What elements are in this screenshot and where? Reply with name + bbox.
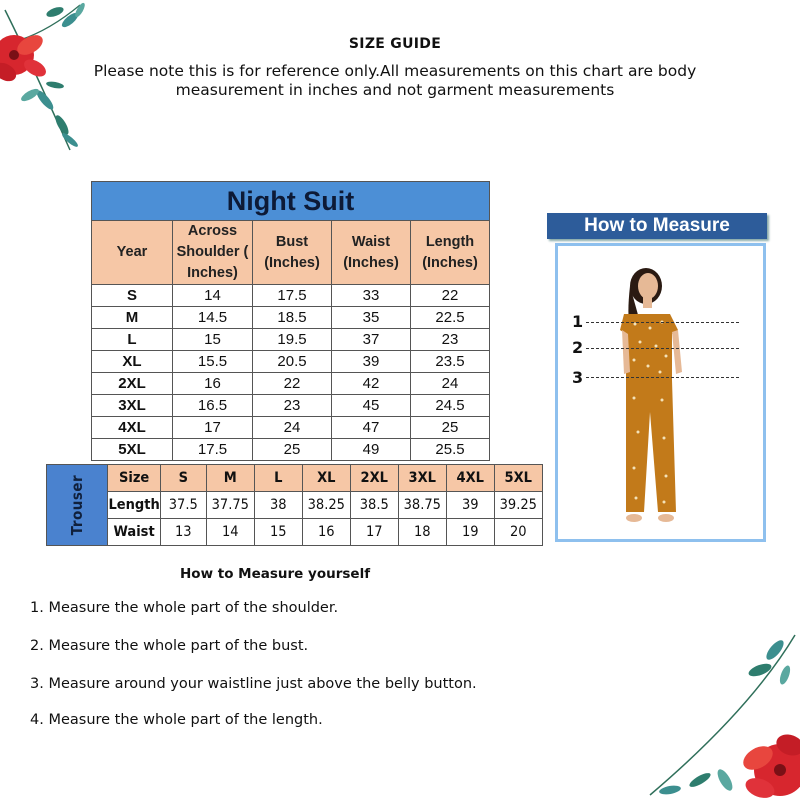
trouser-header-cell: L xyxy=(254,465,302,492)
length-cell: 22.5 xyxy=(411,307,490,329)
waist-cell: 42 xyxy=(332,373,411,395)
instructions-title: How to Measure yourself xyxy=(180,566,371,582)
night-suit-size-table xyxy=(91,181,490,461)
length-cell: 23.5 xyxy=(411,351,490,373)
bust-cell: 22 xyxy=(253,373,332,395)
bust-cell: 24 xyxy=(253,417,332,439)
column-header-year: Year xyxy=(92,221,173,285)
table-row xyxy=(92,351,490,373)
measure-line-shoulder xyxy=(586,322,739,323)
waist-cell: 45 xyxy=(332,395,411,417)
reference-note: Please note this is for reference only.All measurements on this chart are body measurement in inches and not garment measurements xyxy=(93,62,697,99)
table-row xyxy=(92,395,490,417)
table-row xyxy=(92,373,490,395)
trouser-header-cell: 4XL xyxy=(446,465,494,492)
trouser-waist-label: Waist xyxy=(108,519,160,546)
trouser-waist-cell: 20 xyxy=(494,519,542,546)
trouser-waist-cell: 14 xyxy=(206,519,254,546)
length-cell: 24.5 xyxy=(411,395,490,417)
size-cell: S xyxy=(92,285,173,307)
size-cell: 4XL xyxy=(92,417,173,439)
waist-cell: 47 xyxy=(332,417,411,439)
trouser-length-cell: 37.75 xyxy=(206,492,254,519)
waist-cell: 33 xyxy=(332,285,411,307)
shoulder-cell: 16.5 xyxy=(173,395,253,417)
instruction-step-3: 3. Measure around your waistline just above the belly button. xyxy=(30,676,477,692)
trouser-length-cell: 38 xyxy=(254,492,302,519)
trouser-label-text: Trouser xyxy=(68,474,87,536)
bust-cell: 23 xyxy=(253,395,332,417)
trouser-waist-cell: 13 xyxy=(160,519,206,546)
shoulder-cell: 17.5 xyxy=(173,439,253,461)
trouser-waist-cell: 18 xyxy=(398,519,446,546)
shoulder-cell: 14.5 xyxy=(173,307,253,329)
trouser-header-cell: 2XL xyxy=(350,465,398,492)
trouser-size-table xyxy=(46,464,543,546)
trouser-length-cell: 39 xyxy=(446,492,494,519)
size-cell: XL xyxy=(92,351,173,373)
measure-line-bust xyxy=(586,348,739,349)
length-cell: 22 xyxy=(411,285,490,307)
shoulder-cell: 16 xyxy=(173,373,253,395)
measure-marker-1: 1 xyxy=(572,312,584,331)
shoulder-cell: 14 xyxy=(173,285,253,307)
measure-marker-2: 2 xyxy=(572,338,584,357)
shoulder-cell: 15 xyxy=(173,329,253,351)
trouser-header-cell: M xyxy=(206,465,254,492)
waist-cell: 39 xyxy=(332,351,411,373)
trouser-length-cell: 39.25 xyxy=(494,492,542,519)
page-title: SIZE GUIDE xyxy=(348,36,442,52)
column-header-bust: Bust (Inches) xyxy=(253,221,332,285)
trouser-waist-cell: 19 xyxy=(446,519,494,546)
table-row xyxy=(92,417,490,439)
length-cell: 23 xyxy=(411,329,490,351)
trouser-side-label xyxy=(47,465,108,546)
trouser-length-row xyxy=(47,492,543,519)
measure-line-waist xyxy=(586,377,739,378)
column-header-waist: Waist (Inches) xyxy=(332,221,411,285)
trouser-waist-row xyxy=(47,519,543,546)
size-cell: M xyxy=(92,307,173,329)
model-figure-illustration xyxy=(600,262,700,534)
instruction-step-4: 4. Measure the whole part of the length. xyxy=(30,712,323,728)
bust-cell: 20.5 xyxy=(253,351,332,373)
trouser-length-cell: 37.5 xyxy=(160,492,206,519)
floral-decoration-bottom-right xyxy=(630,630,800,800)
trouser-header-size: Size xyxy=(108,465,160,492)
size-cell: 3XL xyxy=(92,395,173,417)
length-cell: 25.5 xyxy=(411,439,490,461)
trouser-header-cell: 5XL xyxy=(494,465,542,492)
length-cell: 25 xyxy=(411,417,490,439)
size-cell: 5XL xyxy=(92,439,173,461)
trouser-length-cell: 38.75 xyxy=(398,492,446,519)
instruction-step-2: 2. Measure the whole part of the bust. xyxy=(30,638,309,654)
length-cell: 24 xyxy=(411,373,490,395)
trouser-length-label: Length xyxy=(108,492,160,519)
shoulder-cell: 15.5 xyxy=(173,351,253,373)
table-row xyxy=(92,439,490,461)
instruction-step-1: 1. Measure the whole part of the shoulder. xyxy=(30,600,339,616)
bust-cell: 19.5 xyxy=(253,329,332,351)
trouser-length-cell: 38.25 xyxy=(302,492,350,519)
waist-cell: 49 xyxy=(332,439,411,461)
trouser-header-cell: XL xyxy=(302,465,350,492)
table-row xyxy=(92,307,490,329)
trouser-length-cell: 38.5 xyxy=(350,492,398,519)
bust-cell: 17.5 xyxy=(253,285,332,307)
trouser-waist-cell: 16 xyxy=(302,519,350,546)
trouser-waist-cell: 15 xyxy=(254,519,302,546)
trouser-header-cell: S xyxy=(160,465,206,492)
measure-marker-3: 3 xyxy=(572,368,584,387)
table-row xyxy=(92,285,490,307)
table-row xyxy=(92,329,490,351)
waist-cell: 37 xyxy=(332,329,411,351)
shoulder-cell: 17 xyxy=(173,417,253,439)
size-cell: 2XL xyxy=(92,373,173,395)
how-to-measure-banner: How to Measure xyxy=(547,213,767,239)
column-header-across-shoulder: Across Shoulder ( Inches) xyxy=(173,221,253,285)
trouser-header-cell: 3XL xyxy=(398,465,446,492)
size-cell: L xyxy=(92,329,173,351)
bust-cell: 25 xyxy=(253,439,332,461)
bust-cell: 18.5 xyxy=(253,307,332,329)
trouser-waist-cell: 17 xyxy=(350,519,398,546)
night-suit-title: Night Suit xyxy=(92,182,490,221)
column-header-length: Length (Inches) xyxy=(411,221,490,285)
waist-cell: 35 xyxy=(332,307,411,329)
